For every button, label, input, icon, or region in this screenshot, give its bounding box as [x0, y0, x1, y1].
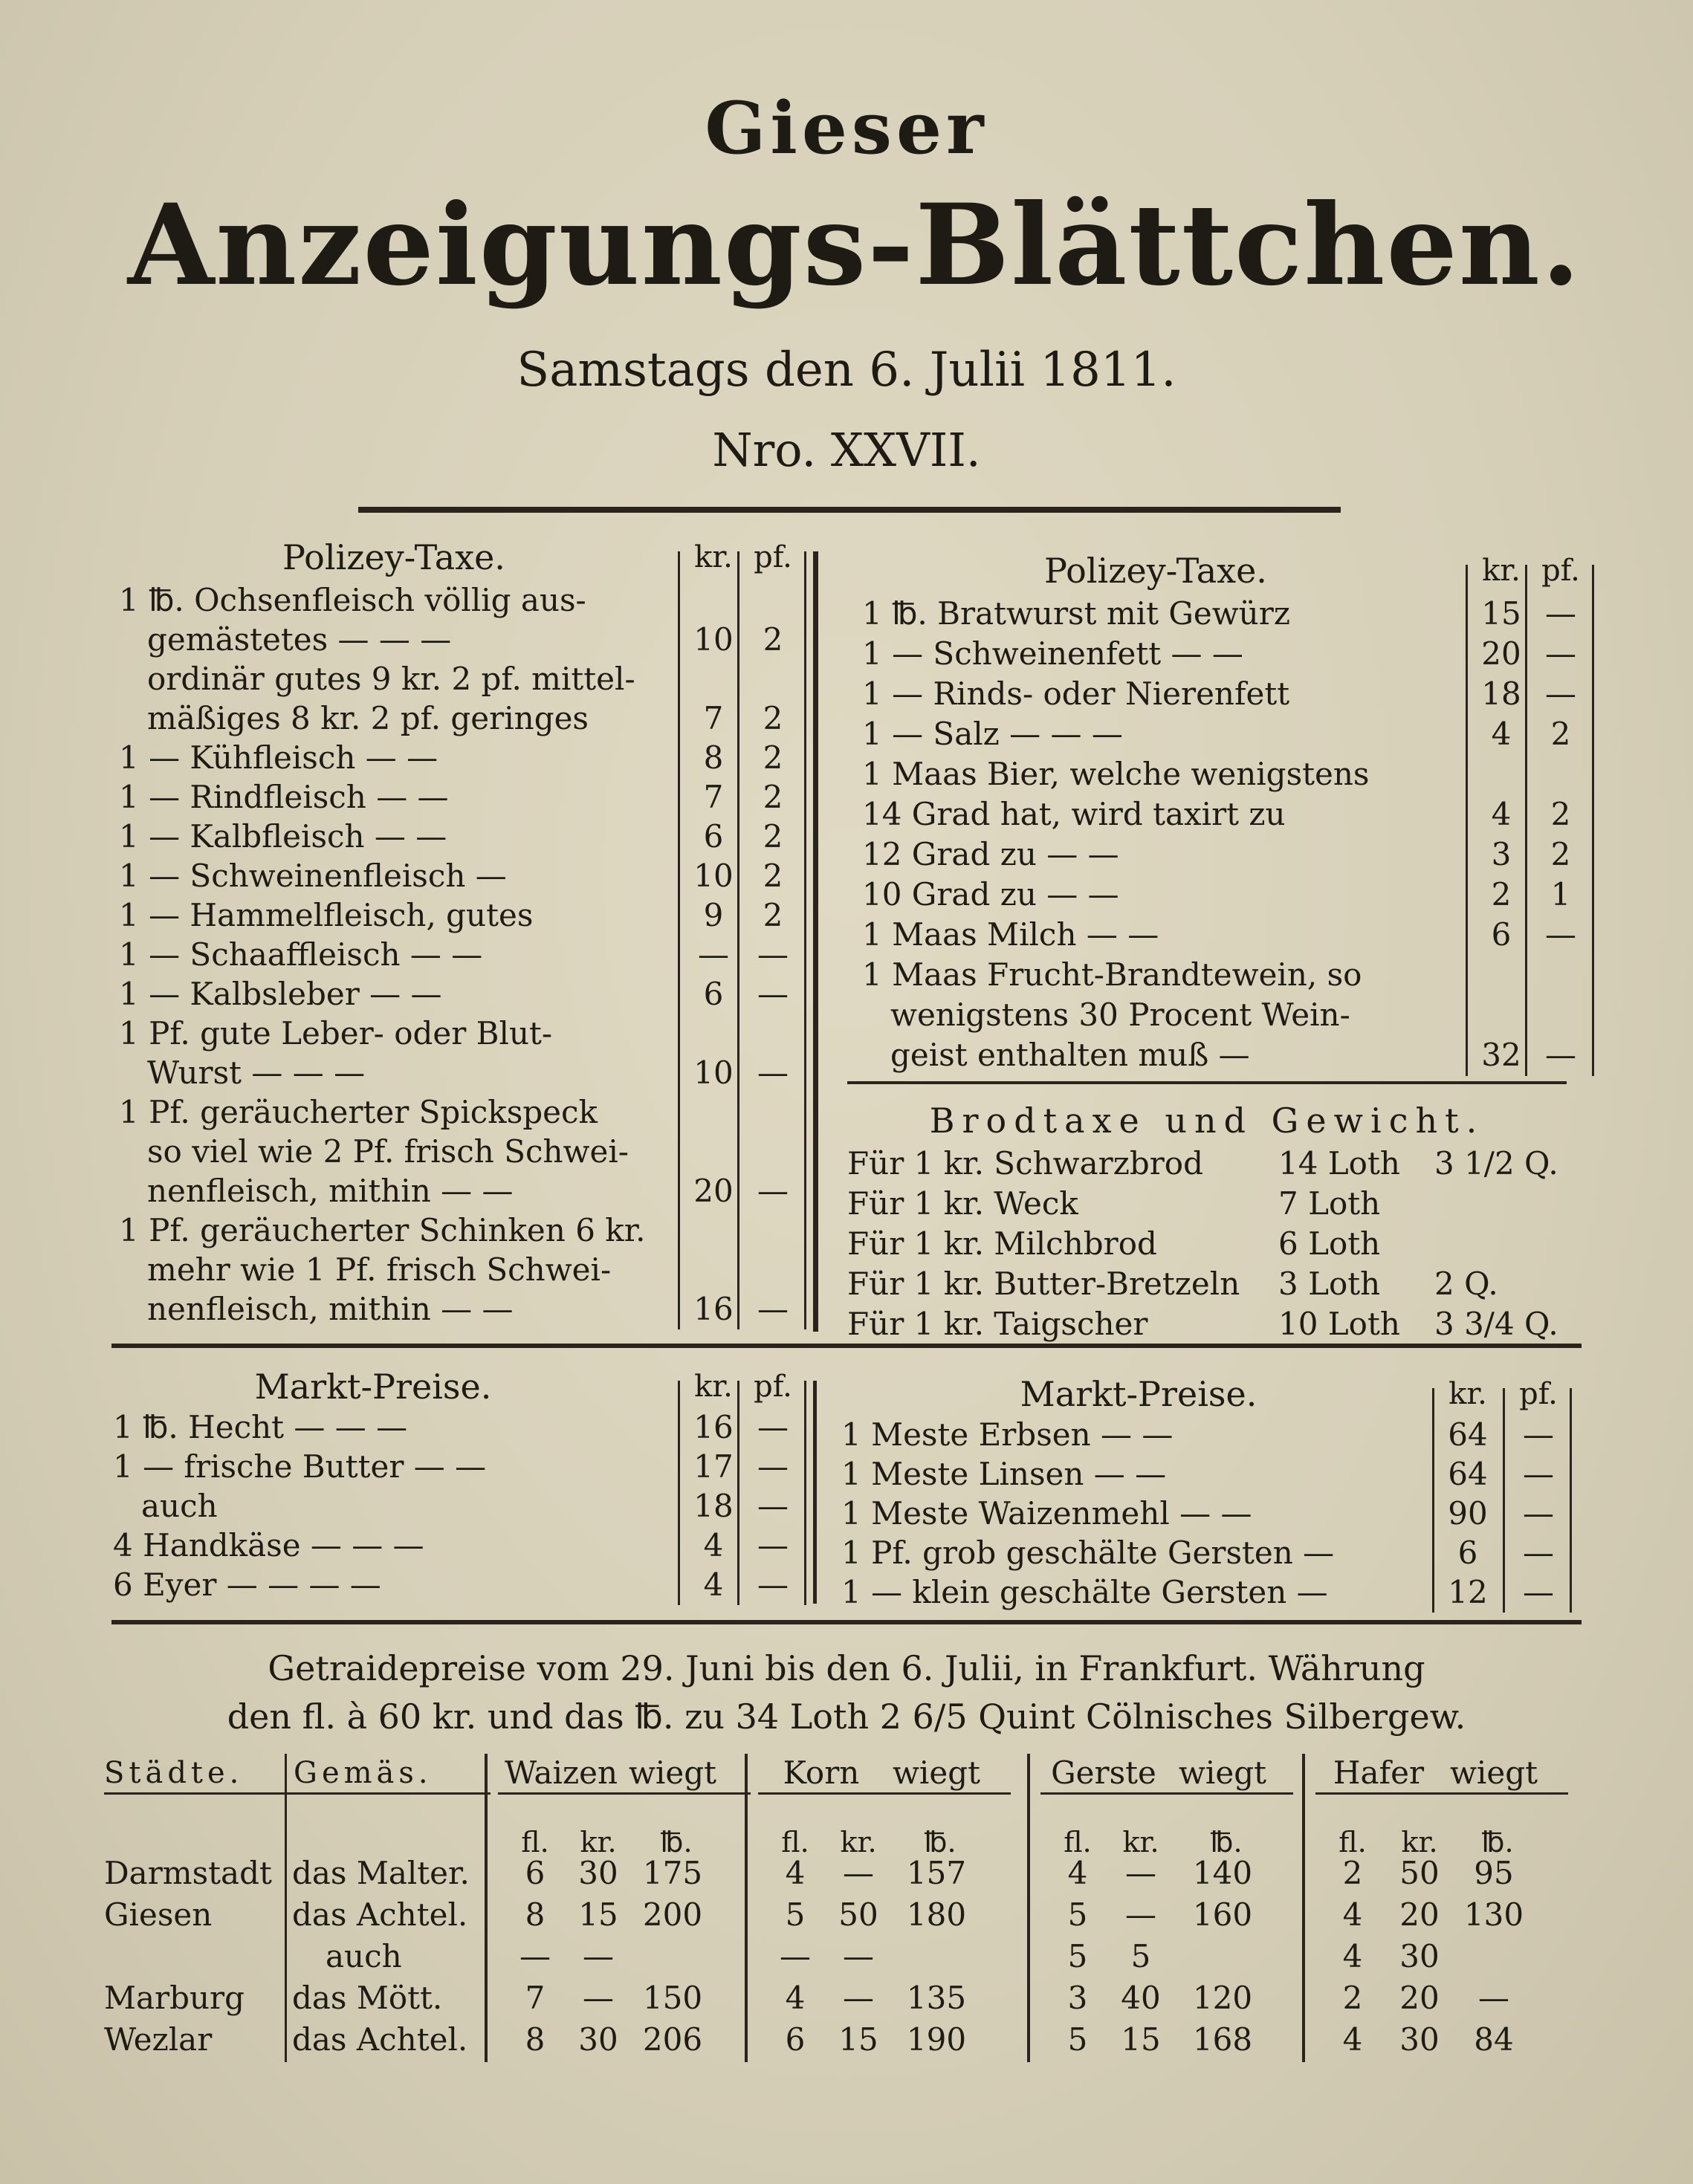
brodtaxe-row-extra: 3 3/4 Q. — [1434, 1306, 1558, 1342]
table-cell: 30 — [578, 1855, 618, 1891]
table-cell: — — [1125, 1855, 1156, 1891]
table-row-kr: 12 — [1448, 1574, 1488, 1610]
table-row-gemaes: auch — [326, 1938, 402, 1974]
table-row-kr: 10 — [693, 1054, 734, 1091]
table-cell: 20 — [1399, 1980, 1440, 2016]
table-row-pf: — — [1523, 1574, 1554, 1610]
right_markt-kr-header: kr. — [1448, 1377, 1487, 1411]
table-cell: 95 — [1474, 1855, 1514, 1891]
table-cell: 168 — [1192, 2021, 1253, 2058]
table-row-pf: 1 — [1550, 876, 1571, 913]
table-row-pf: 2 — [763, 739, 783, 776]
upper-section-rule — [111, 1344, 1582, 1348]
table-row-text: 1 ℔. Ochsenfleisch völlig aus- — [119, 582, 586, 618]
left_markt-pf-header: pf. — [754, 1370, 792, 1404]
group-underline — [758, 1792, 1011, 1795]
table-row-text: 10 Grad zu — — — [862, 876, 1119, 913]
brodtaxe-row-text: Für 1 kr. Butter-Bretzeln — [847, 1266, 1240, 1302]
table-row-kr: 18 — [1481, 675, 1521, 712]
markt-center-rule — [813, 1381, 817, 1604]
table-cell: 150 — [642, 1980, 703, 2016]
table-cell: — — [519, 1938, 551, 1974]
table-row-text: 1 — Schweinenfett — — — [862, 635, 1243, 672]
table-row-pf: — — [757, 936, 789, 973]
right_markt-kr-rule — [1432, 1388, 1434, 1613]
table-cell: 4 — [1342, 2021, 1363, 2058]
table-row-text: geist enthalten muß — — [890, 1037, 1250, 1073]
brodtaxe-row-extra: 2 Q. — [1434, 1266, 1498, 1302]
table-cell: 8 — [525, 1896, 546, 1933]
brodtaxe-row-extra: 3 1/2 Q. — [1434, 1145, 1558, 1182]
table-cell: 40 — [1121, 1980, 1161, 2016]
table-cell: 5 — [1067, 1896, 1088, 1933]
sub-header-fl: fl. — [1064, 1826, 1092, 1859]
table-cell: 175 — [642, 1855, 703, 1891]
table-cell: 157 — [906, 1855, 967, 1891]
left_markt-kr-header: kr. — [694, 1370, 733, 1404]
table-cell: 15 — [578, 1896, 618, 1933]
col-header-hafer: Hafer — [1333, 1754, 1425, 1791]
table-cell: — — [583, 1938, 614, 1974]
table-row-kr: 7 — [703, 779, 724, 815]
group-divider — [745, 1754, 748, 2062]
brodtaxe-row-text: Für 1 kr. Milchbrod — [847, 1225, 1157, 1262]
right_polizey-pf-header: pf. — [1541, 554, 1580, 588]
table-cell: — — [843, 1980, 874, 2016]
table-row-kr: 6 — [1457, 1535, 1478, 1571]
table-row-kr: 16 — [693, 1409, 734, 1445]
group-divider — [1027, 1754, 1030, 2062]
sub-header-fl: fl. — [1338, 1826, 1367, 1859]
table-row-kr: 20 — [1481, 635, 1521, 672]
header-underline — [104, 1792, 491, 1795]
left_polizey-pf-rule — [737, 551, 739, 1329]
table-row-kr: 4 — [703, 1527, 724, 1564]
sub-header-lb: ℔. — [924, 1826, 956, 1859]
markt-section-rule — [111, 1620, 1582, 1624]
sub-header-kr: kr. — [1401, 1826, 1438, 1859]
left_markt-title: Markt-Preise. — [254, 1367, 492, 1407]
table-cell: 160 — [1192, 1896, 1253, 1933]
table-row-kr: 4 — [1491, 716, 1512, 752]
table-row-pf: 2 — [1550, 836, 1571, 872]
table-row-kr: 32 — [1481, 1037, 1521, 1073]
table-cell: 5 — [785, 1896, 806, 1933]
table-row-text: 1 Pf. grob geschälte Gersten — — [841, 1535, 1335, 1571]
table-row-text: nenfleisch, mithin — — — [147, 1291, 514, 1327]
table-row-gemaes: das Achtel. — [292, 2021, 468, 2058]
sub-header-kr: kr. — [1122, 1826, 1159, 1859]
table-row-text: 1 — frische Butter — — — [113, 1448, 487, 1485]
table-row-text: 1 Pf. geräucherter Schinken 6 kr. — [119, 1212, 646, 1248]
table-row-gemaes: das Malter. — [292, 1855, 470, 1891]
brodtaxe-top-rule — [847, 1081, 1567, 1084]
col-header-wiegt: wiegt — [1178, 1754, 1266, 1791]
table-row-text: 1 ℔. Bratwurst mit Gewürz — [862, 595, 1290, 632]
table-row-text: wenigstens 30 Procent Wein- — [890, 997, 1350, 1033]
brodtaxe-row-weight: 10 Loth — [1278, 1306, 1400, 1342]
table-row-text: 4 Handkäse — — — — [113, 1527, 424, 1564]
table-row-stadt: Giesen — [104, 1896, 213, 1933]
table-cell: 8 — [525, 2021, 546, 2058]
right_markt-title: Markt-Preise. — [1020, 1374, 1257, 1414]
table-row-pf: — — [757, 1409, 789, 1445]
table-row-pf: 2 — [763, 700, 783, 736]
sub-header-lb: ℔. — [660, 1826, 693, 1859]
table-row-pf: — — [1523, 1495, 1554, 1532]
table-row-text: auch — [141, 1488, 218, 1524]
table-cell: — — [780, 1938, 811, 1974]
table-row-pf: — — [757, 1488, 789, 1524]
getraide-intro-1: Getraidepreise vom 29. Juni bis den 6. Julii, in Frankfurt. Währung — [268, 1648, 1425, 1688]
table-cell: 190 — [906, 2021, 967, 2058]
table-cell: 3 — [1067, 1980, 1088, 2016]
right_polizey-title: Polizey-Taxe. — [1044, 551, 1267, 591]
table-cell: 135 — [906, 1980, 967, 2016]
table-row-kr: 17 — [693, 1448, 734, 1485]
table-cell: 4 — [785, 1980, 806, 2016]
table-row-text: 1 — Salz — — — — [862, 716, 1123, 752]
table-cell: 4 — [1067, 1855, 1088, 1891]
table-row-text: 1 — Kühfleisch — — — [119, 739, 438, 776]
brodtaxe-title: Brodtaxe und Gewicht. — [929, 1101, 1485, 1141]
table-cell: 50 — [838, 1896, 878, 1933]
right_markt-pf-rule — [1503, 1388, 1505, 1613]
table-row-pf: — — [757, 1291, 789, 1327]
table-row-text: 1 Meste Erbsen — — — [841, 1416, 1174, 1453]
table-cell: 30 — [1399, 2021, 1440, 2058]
table-row-pf: — — [757, 1448, 789, 1485]
getraide-intro-2: den fl. à 60 kr. und das ℔. zu 34 Loth 2 6/5 Quint Cölnisches Silbergew. — [227, 1697, 1466, 1737]
table-row-pf: 2 — [1550, 796, 1571, 832]
table-cell: — — [1125, 1896, 1156, 1933]
table-row-text: nenfleisch, mithin — — — [147, 1173, 514, 1209]
brodtaxe-row-weight: 7 Loth — [1278, 1185, 1381, 1222]
left_polizey-pf-header: pf. — [754, 540, 792, 574]
table-row-text: 1 Meste Linsen — — — [841, 1456, 1167, 1492]
table-row-kr: — — [698, 936, 729, 973]
col-header-gemaes: Gemäs. — [294, 1756, 433, 1790]
table-row-kr: 10 — [693, 858, 734, 894]
table-row-kr: 9 — [703, 897, 724, 933]
table-row-kr: 4 — [703, 1566, 724, 1603]
col-header-wiegt: wiegt — [628, 1754, 716, 1791]
right_polizey-end-rule — [1592, 565, 1594, 1076]
table-row-kr: 6 — [703, 818, 724, 855]
masthead-line1: Gieser — [705, 86, 988, 170]
table-row-pf: — — [757, 1566, 789, 1603]
sub-header-kr: kr. — [840, 1826, 877, 1859]
sub-header-kr: kr. — [580, 1826, 617, 1859]
table-cell: 5 — [1130, 1938, 1151, 1974]
table-cell: 4 — [1342, 1938, 1363, 1974]
table-row-pf: — — [1545, 675, 1576, 712]
table-row-kr: 4 — [1491, 796, 1512, 832]
table-cell: 2 — [1342, 1855, 1363, 1891]
table-row-pf: 2 — [763, 621, 783, 658]
table-row-text: 12 Grad zu — — — [862, 836, 1119, 872]
table-row-pf: 2 — [763, 858, 783, 894]
brodtaxe-row-weight: 6 Loth — [1278, 1225, 1381, 1262]
table-cell: — — [843, 1855, 874, 1891]
brodtaxe-row-text: Für 1 kr. Weck — [847, 1185, 1078, 1222]
table-row-kr: 8 — [703, 739, 724, 776]
table-row-kr: 7 — [703, 700, 724, 736]
left_markt-kr-rule — [678, 1381, 680, 1605]
group-underline — [1315, 1792, 1568, 1795]
table-row-pf: 2 — [1550, 716, 1571, 752]
table-cell: 2 — [1342, 1980, 1363, 2016]
table-row-text: Wurst — — — — [147, 1054, 366, 1091]
table-row-pf: — — [1545, 916, 1576, 953]
table-cell: 5 — [1067, 2021, 1088, 2058]
brodtaxe-row-text: Für 1 kr. Schwarzbrod — [847, 1145, 1203, 1182]
table-row-pf: — — [1523, 1456, 1554, 1492]
group-underline — [498, 1792, 751, 1795]
right_polizey-kr-header: kr. — [1482, 554, 1521, 588]
col-header-waizen: Waizen — [504, 1754, 618, 1791]
table-row-text: 1 — Hammelfleisch, gutes — [119, 897, 534, 933]
table-cell: 6 — [785, 2021, 806, 2058]
table-row-kr: 20 — [693, 1173, 734, 1209]
table-row-kr: 18 — [693, 1488, 734, 1524]
col-header-wiegt: wiegt — [1449, 1754, 1538, 1791]
table-row-kr: 64 — [1448, 1416, 1488, 1453]
col-header-wiegt: wiegt — [892, 1754, 980, 1791]
table-row-kr: 2 — [1491, 876, 1512, 913]
table-row-stadt: Wezlar — [104, 2021, 213, 2058]
table-cell: 4 — [785, 1855, 806, 1891]
table-row-pf: — — [757, 1527, 789, 1564]
table-row-text: 14 Grad hat, wird taxirt zu — [862, 796, 1286, 832]
left_polizey-kr-header: kr. — [694, 540, 733, 574]
sub-header-lb: ℔. — [1210, 1826, 1243, 1859]
table-row-stadt: Darmstadt — [104, 1855, 272, 1891]
group-underline — [1040, 1792, 1293, 1795]
right_polizey-kr-rule — [1466, 565, 1468, 1076]
left_polizey-end-rule — [804, 551, 806, 1329]
table-row-kr: 6 — [703, 976, 724, 1012]
table-cell: — — [1478, 1980, 1509, 2016]
table-row-text: 1 — Rindfleisch — — — [119, 779, 449, 815]
table-row-text: 1 Meste Waizenmehl — — — [841, 1495, 1252, 1532]
sub-header-fl: fl. — [521, 1826, 549, 1859]
brodtaxe-row-text: Für 1 kr. Taigscher — [847, 1306, 1148, 1342]
issue-date: Samstags den 6. Julii 1811. — [517, 343, 1176, 398]
table-row-text: 1 ℔. Hecht — — — — [113, 1409, 408, 1445]
staedte-divider — [285, 1754, 287, 2062]
table-row-text: 1 — klein geschälte Gersten — — [841, 1574, 1328, 1610]
table-row-text: 1 Maas Bier, welche wenigstens — [862, 756, 1370, 792]
table-row-text: 1 — Schweinenfleisch — — [119, 858, 507, 894]
brodtaxe-row-weight: 3 Loth — [1278, 1266, 1381, 1302]
table-row-pf: — — [757, 976, 789, 1012]
table-row-text: 1 Pf. geräucherter Spickspeck — [119, 1094, 598, 1130]
col-header-staedte: Städte. — [104, 1756, 244, 1790]
table-row-pf: — — [1545, 1037, 1576, 1073]
table-row-text: 1 — Kalbsleber — — — [119, 976, 442, 1012]
issue-number: Nro. XXVII. — [712, 423, 981, 477]
table-cell: 30 — [1399, 1938, 1440, 1974]
table-cell: 180 — [906, 1896, 967, 1933]
sub-header-fl: fl. — [781, 1826, 809, 1859]
table-row-pf: — — [1523, 1416, 1554, 1453]
table-row-gemaes: das Mött. — [292, 1980, 443, 2016]
table-row-text: 1 — Schaaffleisch — — — [119, 936, 483, 973]
table-cell: 4 — [1342, 1896, 1363, 1933]
brodtaxe-row-weight: 14 Loth — [1278, 1145, 1400, 1182]
table-cell: 15 — [838, 2021, 878, 2058]
table-row-pf: 2 — [763, 818, 783, 855]
table-row-text: mäßiges 8 kr. 2 pf. geringes — [147, 700, 589, 736]
table-row-text: ordinär gutes 9 kr. 2 pf. mittel- — [147, 661, 635, 697]
table-row-pf: — — [1545, 595, 1576, 632]
right_markt-end-rule — [1570, 1388, 1572, 1613]
table-row-text: 1 — Kalbfleisch — — — [119, 818, 447, 855]
table-row-kr: 16 — [693, 1291, 734, 1327]
table-row-kr: 6 — [1491, 916, 1512, 953]
table-row-kr: 10 — [693, 621, 734, 658]
center-column-rule — [813, 551, 818, 1332]
group-divider — [1302, 1754, 1305, 2062]
table-cell: 30 — [578, 2021, 618, 2058]
table-cell: 50 — [1399, 1855, 1440, 1891]
col-header-korn: Korn — [783, 1754, 860, 1791]
table-cell: 15 — [1121, 2021, 1161, 2058]
table-row-text: 1 — Rinds- oder Nierenfett — [862, 675, 1290, 712]
table-row-text: so viel wie 2 Pf. frisch Schwei- — [147, 1133, 629, 1170]
table-row-kr: 90 — [1448, 1495, 1488, 1532]
table-row-stadt: Marburg — [104, 1980, 245, 2016]
table-row-kr: 3 — [1491, 836, 1512, 872]
right_markt-pf-header: pf. — [1519, 1377, 1558, 1411]
table-cell: — — [583, 1980, 614, 2016]
masthead-rule — [358, 507, 1341, 513]
table-row-pf: 2 — [763, 897, 783, 933]
table-row-pf: — — [757, 1173, 789, 1209]
sub-header-lb: ℔. — [1481, 1826, 1514, 1859]
table-row-text: 1 Pf. gute Leber- oder Blut- — [119, 1015, 553, 1052]
table-row-pf: — — [757, 1054, 789, 1091]
table-cell: 130 — [1463, 1896, 1524, 1933]
right_polizey-pf-rule — [1525, 565, 1527, 1076]
table-cell: — — [843, 1938, 874, 1974]
table-row-text: 1 Maas Milch — — — [862, 916, 1159, 953]
table-cell: 6 — [525, 1855, 546, 1891]
table-cell: 120 — [1192, 1980, 1253, 2016]
left_polizey-title: Polizey-Taxe. — [282, 537, 505, 577]
table-row-gemaes: das Achtel. — [292, 1896, 468, 1933]
table-cell: 7 — [525, 1980, 546, 2016]
table-cell: 140 — [1192, 1855, 1253, 1891]
col-header-gerste: Gerste — [1051, 1754, 1156, 1791]
table-row-text: mehr wie 1 Pf. frisch Schwei- — [147, 1251, 612, 1288]
table-row-pf: — — [1545, 635, 1576, 672]
table-cell: 206 — [642, 2021, 703, 2058]
table-row-kr: 15 — [1481, 595, 1521, 632]
table-row-pf: 2 — [763, 779, 783, 815]
table-row-text: 1 Maas Frucht-Brandtewein, so — [862, 956, 1362, 993]
table-row-text: 6 Eyer — — — — — [113, 1566, 381, 1603]
table-row-text: gemästetes — — — — [147, 621, 452, 658]
left_markt-end-rule — [804, 1381, 806, 1605]
table-cell: 84 — [1474, 2021, 1514, 2058]
table-cell: 200 — [642, 1896, 703, 1933]
table-row-kr: 64 — [1448, 1456, 1488, 1492]
table-cell: 5 — [1067, 1938, 1088, 1974]
table-cell: 20 — [1399, 1896, 1440, 1933]
left_polizey-kr-rule — [678, 551, 680, 1329]
left_markt-pf-rule — [737, 1381, 739, 1605]
masthead-title: Anzeigungs-Blättchen. — [127, 180, 1582, 311]
table-row-pf: — — [1523, 1535, 1554, 1571]
